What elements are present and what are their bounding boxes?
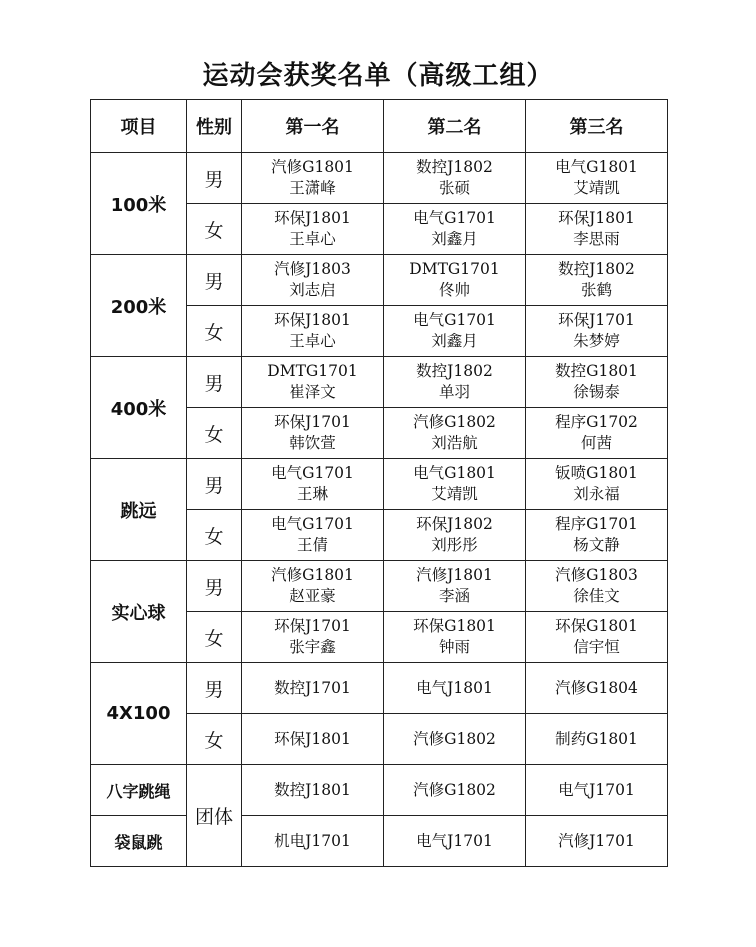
first-place-cell — [242, 408, 384, 459]
first-place-cell — [242, 306, 384, 357]
class-name: 电气G1701 — [271, 464, 354, 482]
first-place-cell — [242, 459, 384, 510]
gender-cell: 男 — [187, 459, 242, 510]
first-place-cell — [242, 816, 384, 867]
gender-cell: 男 — [187, 357, 242, 408]
student-name: 钟雨 — [438, 638, 470, 656]
class-name: 程序G1701 — [555, 515, 638, 533]
class-name: 数控J1802 — [558, 260, 635, 278]
student-name: 徐佳文 — [573, 587, 620, 605]
class-name: 环保J1701 — [558, 311, 635, 329]
table-row — [91, 459, 668, 510]
first-place-cell — [242, 357, 384, 408]
gender-cell: 女 — [187, 510, 242, 561]
second-place-cell — [384, 663, 526, 714]
student-name: 王潇峰 — [289, 179, 336, 197]
class-name: 数控J1802 — [416, 362, 493, 380]
second-place-cell — [384, 816, 526, 867]
second-place-cell — [384, 765, 526, 816]
class-name: 环保J1801 — [274, 209, 351, 227]
event-name: 实心球 — [91, 561, 187, 663]
class-name: 环保J1701 — [274, 413, 351, 431]
student-name: 佟帅 — [438, 281, 470, 299]
second-place-cell — [384, 255, 526, 306]
event-name: 跳远 — [91, 459, 187, 561]
class-name: 电气G1701 — [413, 209, 496, 227]
class-name: 程序G1702 — [555, 413, 638, 431]
header-event: 项目 — [91, 100, 187, 153]
student-name: 张鹤 — [580, 281, 612, 299]
gender-cell: 女 — [187, 714, 242, 765]
class-name: 汽修G1802 — [413, 780, 496, 799]
class-name: 电气J1701 — [558, 780, 635, 799]
class-name: 环保J1801 — [274, 311, 351, 329]
second-place-cell — [384, 306, 526, 357]
gender-cell: 女 — [187, 306, 242, 357]
table-row — [91, 357, 668, 408]
gender-cell: 男 — [187, 663, 242, 714]
student-name: 张硕 — [438, 179, 470, 197]
table-row — [91, 816, 668, 867]
class-name: 汽修G1801 — [271, 158, 354, 176]
class-name: 环保J1801 — [274, 729, 351, 748]
student-name: 朱梦婷 — [573, 332, 620, 350]
header-third-place: 第三名 — [526, 100, 668, 153]
table-row — [91, 153, 668, 204]
class-name: 汽修J1801 — [416, 566, 493, 584]
header-gender: 性别 — [187, 100, 242, 153]
class-name: 汽修G1802 — [413, 729, 496, 748]
page-title: 运动会获奖名单（高级工组） — [202, 61, 554, 91]
header-row — [91, 100, 668, 153]
header-second-place: 第二名 — [384, 100, 526, 153]
student-name: 刘鑫月 — [431, 230, 478, 248]
class-name: 电气J1801 — [416, 678, 493, 697]
table-row — [91, 255, 668, 306]
class-name: 数控J1701 — [274, 678, 351, 697]
table-row — [91, 663, 668, 714]
class-name: 汽修J1701 — [558, 831, 635, 850]
class-name: 制药G1801 — [555, 729, 638, 748]
class-name: 机电J1701 — [274, 831, 351, 850]
third-place-cell — [526, 663, 668, 714]
third-place-cell — [526, 255, 668, 306]
third-place-cell — [526, 816, 668, 867]
event-name: 袋鼠跳 — [91, 816, 187, 867]
student-name: 王倩 — [296, 536, 328, 554]
student-name: 王卓心 — [289, 332, 336, 350]
second-place-cell — [384, 612, 526, 663]
student-name: 王琳 — [296, 485, 328, 503]
student-name: 信宇恒 — [573, 638, 620, 656]
second-place-cell — [384, 510, 526, 561]
class-name: 数控J1802 — [416, 158, 493, 176]
class-name: 电气G1701 — [413, 311, 496, 329]
student-name: 刘志启 — [289, 281, 336, 299]
first-place-cell — [242, 153, 384, 204]
second-place-cell — [384, 408, 526, 459]
class-name: 数控J1801 — [274, 780, 351, 799]
third-place-cell — [526, 204, 668, 255]
first-place-cell — [242, 663, 384, 714]
first-place-cell — [242, 765, 384, 816]
first-place-cell — [242, 255, 384, 306]
student-name: 徐锡泰 — [573, 383, 620, 401]
first-place-cell — [242, 204, 384, 255]
third-place-cell — [526, 714, 668, 765]
gender-cell: 女 — [187, 204, 242, 255]
third-place-cell — [526, 765, 668, 816]
student-name: 赵亚豪 — [289, 587, 336, 605]
event-name: 八字跳绳 — [91, 765, 187, 816]
class-name: 汽修G1804 — [555, 678, 638, 697]
gender-cell: 男 — [187, 153, 242, 204]
class-name: 汽修J1803 — [274, 260, 351, 278]
student-name: 刘永福 — [573, 485, 620, 503]
second-place-cell — [384, 153, 526, 204]
third-place-cell — [526, 306, 668, 357]
third-place-cell — [526, 459, 668, 510]
class-name: 汽修G1803 — [555, 566, 638, 584]
table-row — [91, 765, 668, 816]
class-name: 环保G1801 — [413, 617, 496, 635]
third-place-cell — [526, 357, 668, 408]
second-place-cell — [384, 561, 526, 612]
event-name: 4X100 — [91, 663, 187, 765]
second-place-cell — [384, 204, 526, 255]
first-place-cell — [242, 561, 384, 612]
class-name: 数控G1801 — [555, 362, 638, 380]
student-name: 韩饮萱 — [289, 434, 336, 452]
class-name: DMTG1701 — [267, 362, 358, 380]
third-place-cell — [526, 408, 668, 459]
third-place-cell — [526, 510, 668, 561]
third-place-cell — [526, 561, 668, 612]
class-name: 环保J1802 — [416, 515, 493, 533]
student-name: 刘鑫月 — [431, 332, 478, 350]
class-name: DMTG1701 — [409, 260, 500, 278]
student-name: 刘浩航 — [431, 434, 478, 452]
second-place-cell — [384, 357, 526, 408]
table-row — [91, 561, 668, 612]
gender-cell: 女 — [187, 408, 242, 459]
event-name: 100米 — [91, 153, 187, 255]
gender-cell: 团体 — [187, 765, 242, 867]
student-name: 王卓心 — [289, 230, 336, 248]
first-place-cell — [242, 612, 384, 663]
student-name: 李涵 — [438, 587, 470, 605]
student-name: 刘彤彤 — [431, 536, 478, 554]
gender-cell: 女 — [187, 612, 242, 663]
class-name: 电气J1701 — [416, 831, 493, 850]
class-name: 钣喷G1801 — [555, 464, 638, 482]
class-name: 电气G1801 — [555, 158, 638, 176]
third-place-cell — [526, 612, 668, 663]
second-place-cell — [384, 714, 526, 765]
class-name: 环保G1801 — [555, 617, 638, 635]
class-name: 汽修G1802 — [413, 413, 496, 431]
event-name: 200米 — [91, 255, 187, 357]
class-name: 电气G1801 — [413, 464, 496, 482]
awards-table — [90, 99, 668, 867]
student-name: 张宇鑫 — [289, 638, 336, 656]
student-name: 艾靖凯 — [431, 485, 478, 503]
student-name: 艾靖凯 — [573, 179, 620, 197]
event-name: 400米 — [91, 357, 187, 459]
class-name: 汽修G1801 — [271, 566, 354, 584]
student-name: 何茜 — [580, 434, 612, 452]
first-place-cell — [242, 714, 384, 765]
student-name: 崔泽文 — [289, 383, 336, 401]
class-name: 电气G1701 — [271, 515, 354, 533]
first-place-cell — [242, 510, 384, 561]
third-place-cell — [526, 153, 668, 204]
class-name: 环保J1801 — [558, 209, 635, 227]
gender-cell: 男 — [187, 255, 242, 306]
class-name: 环保J1701 — [274, 617, 351, 635]
student-name: 单羽 — [438, 383, 470, 401]
student-name: 杨文静 — [573, 536, 620, 554]
student-name: 李思雨 — [573, 230, 620, 248]
gender-cell: 男 — [187, 561, 242, 612]
header-first-place: 第一名 — [242, 100, 384, 153]
second-place-cell — [384, 459, 526, 510]
